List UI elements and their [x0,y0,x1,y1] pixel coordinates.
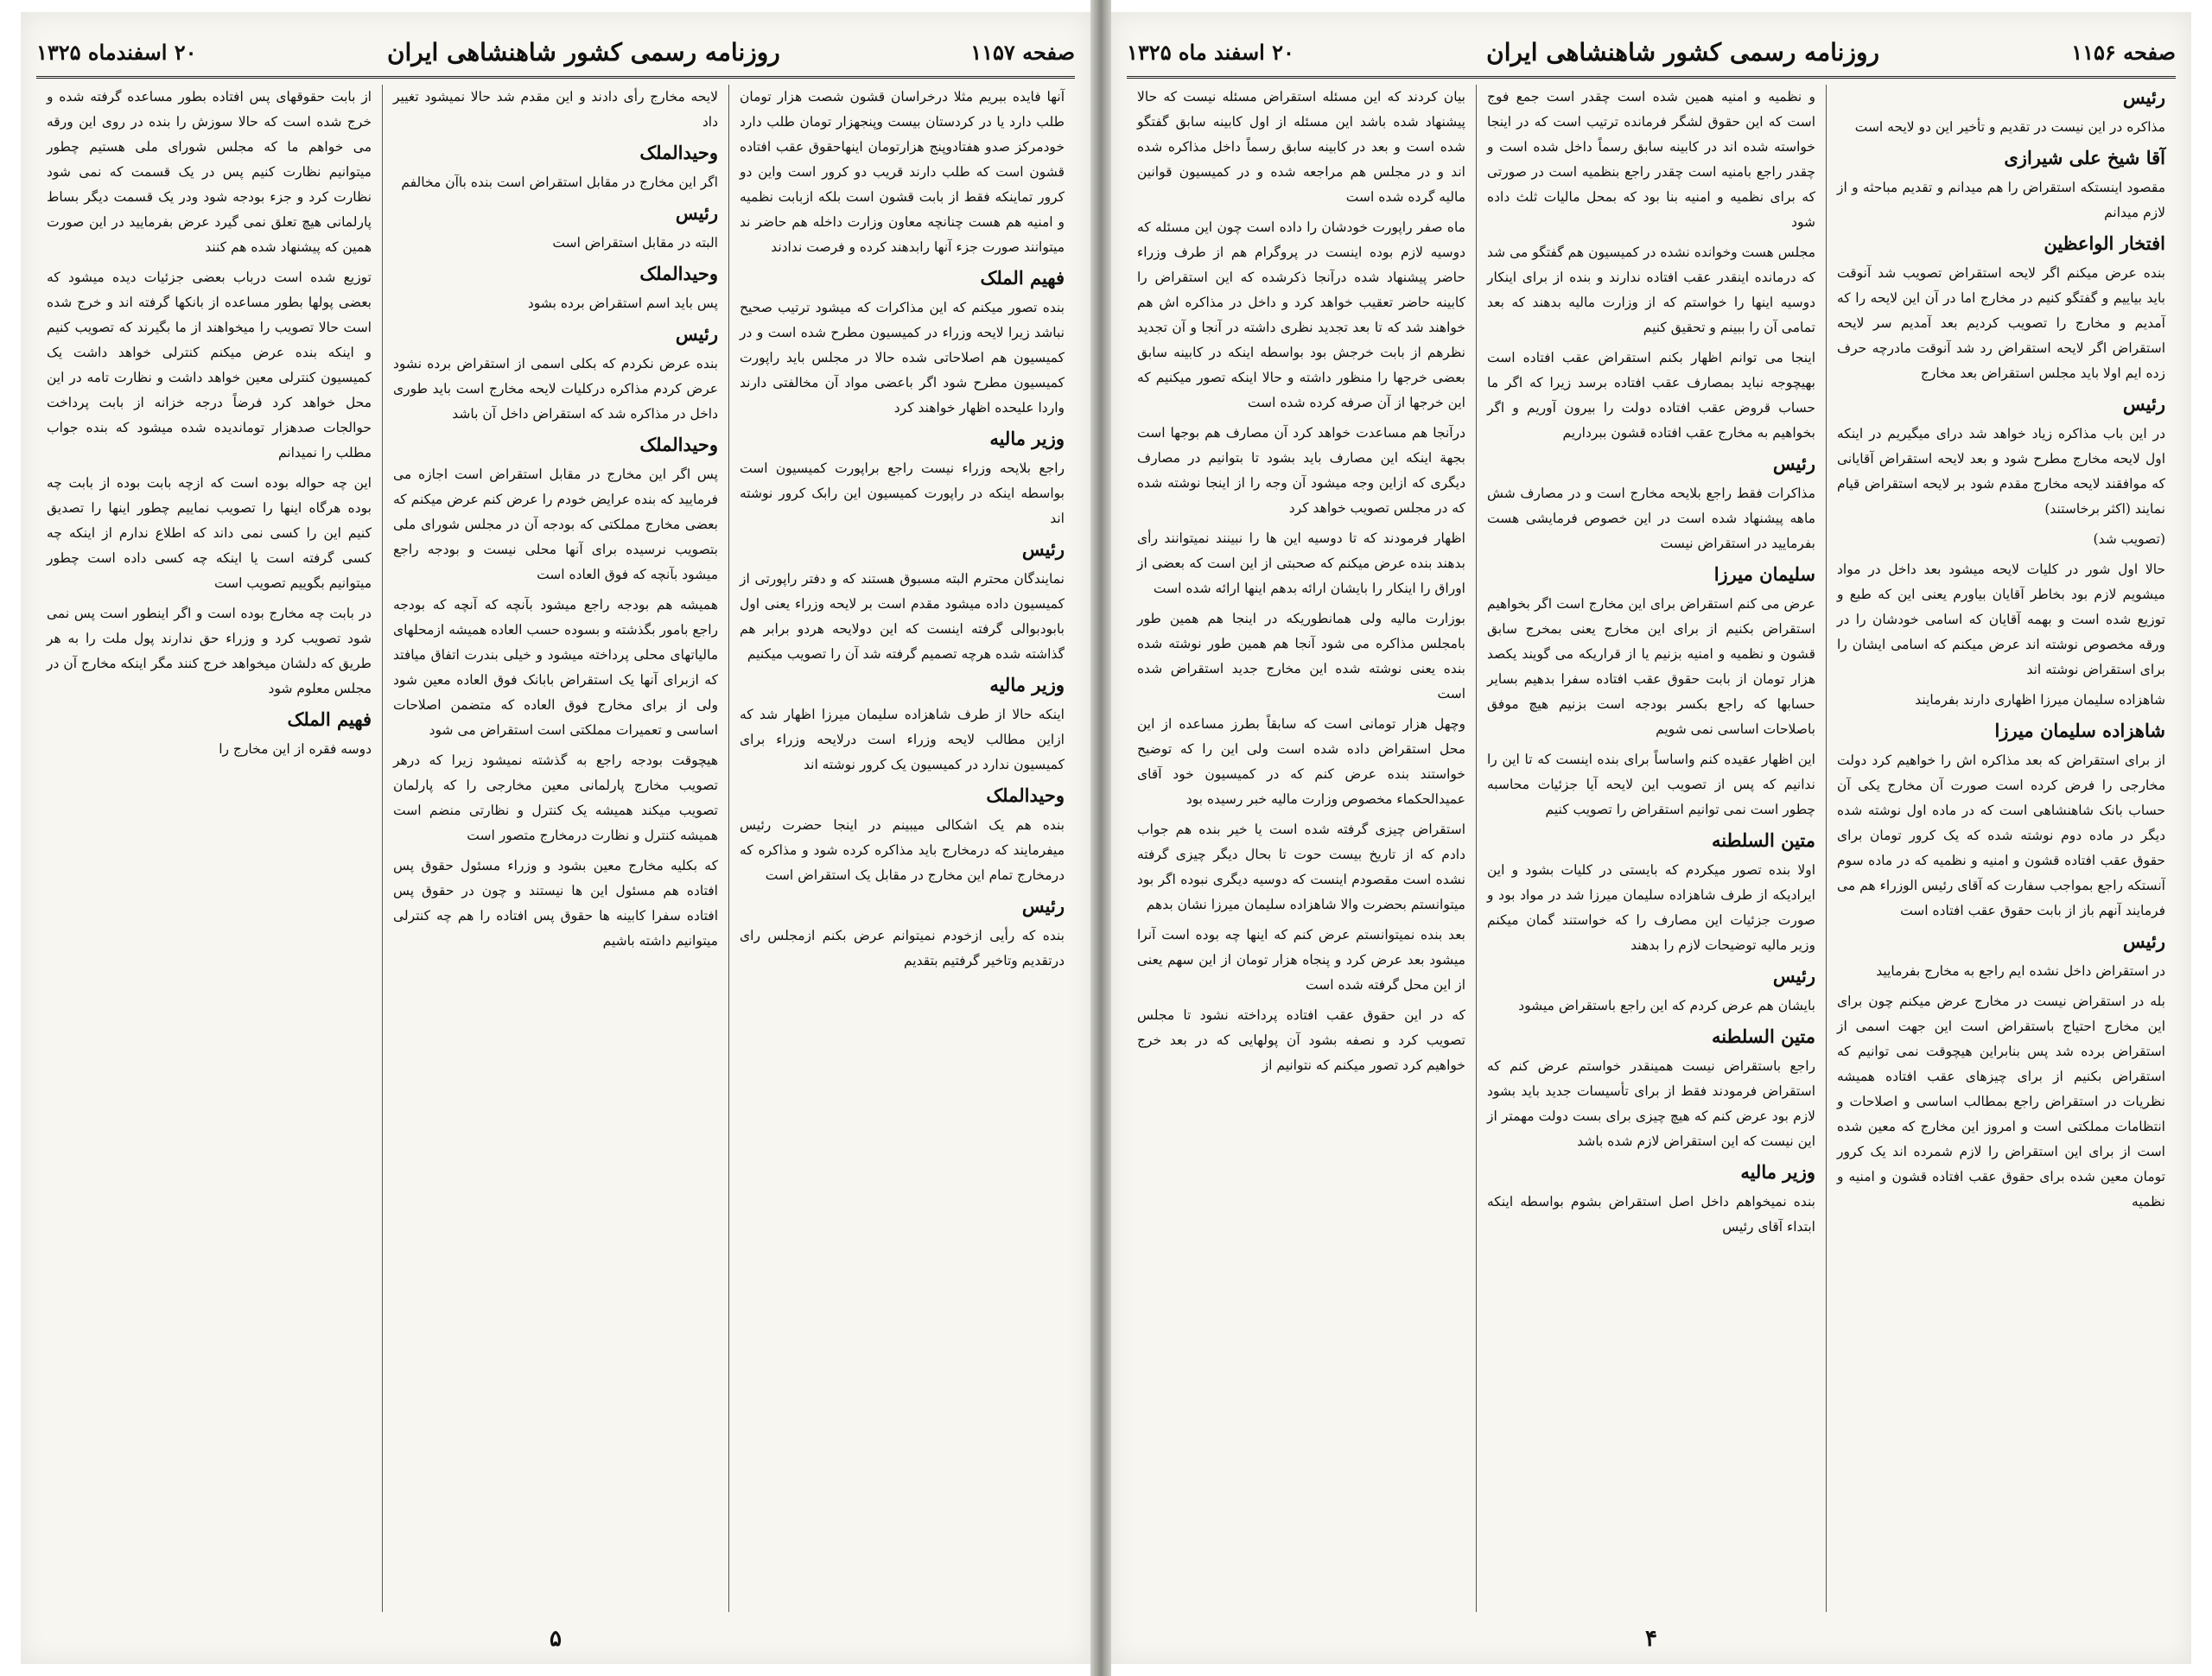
text-column [36,85,382,1612]
paragraph: آنها فایده ببریم مثلا درخراسان قشون شصت هزار تومان طلب دارد یا در کردستان بیست وپنجهزار تومان طلب دارد خودمرکز صدو هفتادوپنج هزارتومان اینهاحقوق عقب افتاده قشون است که طلب دارند قریب دو کرور است واین دو کرور تماینکه فقط از بابت قشون است بلکه ازبابت نظمیه و امنیه هم هست چنانچه معاون وزارت داخله هم حاضر ند میتوانند صورت جزء آنها رابدهند کرده و فرصت ندادند [740,89,1065,255]
right-page-date: ۲۰ اسفند ماه ۱۳۲۵ [1127,39,1294,65]
right-page-footer: ۴ [1645,1626,1657,1652]
paragraph: حالا اول شور در کلیات لایحه میشود بعد داخل در مواد میشویم لازم بود بخاطر آقایان بیاورم یعنی این که طبع و توزیع شده است و بهمه آقایان که اسامی خودشان را در ورقه مخصوص نوشته اند عرض میکنم که اسامی ایشان را برای استقراض نوشته اند [1837,562,2165,677]
paragraph: شاهزاده سلیمان میرزا اظهاری دارند بفرمایند [1915,692,2165,708]
paragraph: بنده نمیخواهم داخل اصل استقراض بشوم بواسطه اینکه ابتداء آقای رئیس [1487,1194,1815,1235]
paragraph: در بابت چه مخارج بوده است و اگر اینطور است پس نمی شود تصویب کرد و وزراء حق ندارند پول ملت را به هر طریق که دلشان میخواهد خرج کنند مگر اینکه مخارج آن در مجلس معلوم شود [47,606,372,696]
left-page [21,12,1090,1664]
paragraph: اینکه حالا از طرف شاهزاده سلیمان میرزا اظهار شد که ازاین مطالب لایحه وزراء است درلایحه وزراء برای کمیسیون ندارد در کمیسیون یک کرور نوشته اند [740,707,1065,772]
speaker-name: متین السلطنه [1712,829,1815,851]
paragraph: عرض می کنم استقراض برای این مخارج است اگر بخواهیم استقراض بکنیم از برای این مخارج یعنی بمخرج سابق قشون و نظمیه و امنیه بزنیم یا از قراریکه می گویند یکصد هزار تومان از بابت حقوق عقب افتاده سفرا بدهیم بسایر حسابها که راجع بکسر بودجه است بزنیم هیچ موفق باصلاحات اساسی نمی شویم [1487,596,1815,737]
paragraph: لایحه مخارج رأی دادند و این مقدم شد حالا نمیشود تغییر داد [393,89,718,130]
left-page-columns [36,85,1075,1612]
paragraph: اظهار فرمودند که تا دوسیه این ها را نبینند نمیتوانند رأی بدهند بنده عرض میکنم که صحبتی از این است که بعضی از اوراق را اینکار را بایشان ارائه بدهم اینها ارائه شده است [1137,530,1465,596]
text-column [728,85,1075,1612]
speaker-name: رئیس [1772,965,1815,987]
paragraph: پس اگر این مخارج در مقابل استقراض است اجازه می فرمایید که بنده عرایض خودم را عرض کنم عرض میکنم که بعضی مخارج مملکتی که بودجه آن در مجلس شورای ملی بتصویب نرسیده برای آنها محلی نیست و بودجه راجع میشود بآنچه که فوق العاده است [393,467,718,582]
text-column [1127,85,1476,1612]
speaker-name: افتخار الواعظین [2044,232,2165,254]
paragraph: بیان کردند که این مسئله استقراض مسئله نیست که حالا پیشنهاد شده باشد این مسئله از اول کابینه سابق گفتگو شده است و بعد در کابینه سابق رسماً داخل مذاکره شده اند و در مجلس هم مراجعه شده و در کمیسیون قوانین مالیه گرده شده است [1137,89,1465,205]
speaker-name: فهیم الملک [980,267,1065,289]
speaker-name: متین السلطنه [1712,1025,1815,1047]
paragraph: مقصود اینستکه استقراض را هم میدانم و تقدیم مباحثه و از لازم میدانم [1837,180,2165,220]
paragraph: (تصویب شد) [2093,531,2165,547]
paragraph: دوسه فقره از این مخارج را [219,741,372,757]
paragraph: این چه حواله بوده است که ازچه بابت بوده از بابت چه بوده هرگاه اینها را تصویب نماییم چطور اینها را تصدیق کنیم این را کسی نمی داند که اطلاع ندارم از اینکه چه کسی گرفته است یا اینکه چه کسی داده است چطور میتوانیم بگوییم تصویب است [47,475,372,591]
paragraph: که در این حقوق عقب افتاده پرداخته نشود تا مجلس تصویب کرد و نصفه بشود آن پولهایی که در بعد خرج خواهیم کرد تصور میکنم که نتوانیم از [1137,1007,1465,1073]
paragraph: مجلس هست وخوانده نشده در کمیسیون هم گفتگو می شد که درمانده اینقدر عقب افتاده ندارند و بنده از برای اینکار دوسیه اینها را خواستم که از وزارت مالیه بدهند که بعد تمامی آن را ببینم و تحقیق کنیم [1487,244,1815,335]
paragraph: و نظمیه و امنیه همین شده است چقدر است جمع فوج است که این حقوق لشگر فرمانده ترتیب است که در اینجا خواسته شده اند در کابینه سابق رسماً داخل شده است و چقدر راجع بامنیه است چقدر راجع بنظمیه است در صورتی که برای نظمیه و امنیه بنا بود که بمحل مالیات ثلث داده شود [1487,89,1815,230]
left-page-date: ۲۰ اسفندماه ۱۳۲۵ [36,39,197,65]
speaker-name: رئیس [675,202,718,224]
right-page-columns [1127,85,2176,1612]
paragraph: ماه صفر راپورت خودشان را داده است چون این مسئله که دوسیه لازم بوده اینست در پروگرام هم از طرف وزراء حاضر پیشنهاد شده درآنجا ذکرشده که این استقراض را کابینه حاضر تعقیب خواهد کرد و داخل در مذاکره اش هم خواهند شد که تا بعد تجدید نظری داشته در آنجا و آن تجدید نظرهم از بابت خرجش بود بواسطه اینکه در کابینه سابق بعضی خرجها را منظور داشته و حالا اینکه تصور میکنیم که این خرجها از آن صرفه کرده شده است [1137,219,1465,410]
speaker-name: رئیس [1772,453,1815,474]
paragraph: که بکلیه مخارج معین بشود و وزراء مسئول حقوق پس افتاده هم مسئول این ها نیستند و چون در حقوق پس افتاده سفرا کابینه ها حقوق پس افتاده را هم چه کنترلی میتوانیم داشته باشیم [393,858,718,949]
right-page-number: صفحه ۱۱۵۶ [2071,39,2176,65]
paragraph: راجع باستقراض نیست همینقدر خواستم عرض کنم که استقراض فرمودند فقط از برای تأسیسات جدید باید بشود لازم بود عرض کنم که هیچ چیزی برای بست دولت مهمتر از این نیست که این استقراض لازم شده باشد [1487,1058,1815,1149]
right-page [1111,12,2191,1664]
paragraph: اولا بنده تصور میکردم که بایستی در کلیات بشود و این ایرادیکه از طرف شاهزاده سلیمان میرزا شد در مواد بود و صورت جزئیات این مصارف را که خواستند گمان میکنم وزیر مالیه توضیحات لازم را بدهند [1487,862,1815,953]
paragraph: در استقراض داخل نشده ایم راجع به مخارج بفرمایید [1876,963,2165,979]
paragraph: پس باید اسم استقراض برده بشود [527,295,718,311]
paragraph: بعد بنده نمیتوانستم عرض کنم که اینها چه بوده است آنرا میشود بعد عرض کرد و پنجاه هزار تومان از این سهم یعنی از این محل گرفته شده است [1137,927,1465,993]
paragraph: بنده هم یک اشکالی میبینم در اینجا حضرت رئیس میفرمایند که درمخارج باید مذاکره کرده شود و مذاکره که درمخارج تمام این مخارج در مقابل یک استقراض است [740,817,1065,883]
speaker-name: وزیر مالیه [989,674,1065,695]
paragraph: بنده عرض میکنم اگر لایحه استقراض تصویب شد آنوقت باید بیاییم و گفتگو کنیم در مخارج اما در آن این لایحه را که آمدیم و مخارج را تصویب کردیم بعد آمدیم سر لایحه استقراض اگر لایحه استقراض رد شد آنوقت مادرچه حرف زده ایم اولا باید مجلس استقراض بعد مخارج [1837,265,2165,381]
speaker-name: شاهزاده سلیمان میرزا [1994,720,2165,741]
speaker-name: رئیس [2122,393,2165,415]
book-gutter [1090,0,1111,1676]
speaker-name: رئیس [1021,895,1065,917]
speaker-name: وحیدالملک [986,784,1065,806]
paragraph: وچهل هزار تومانی است که سابقاً بطرز مساعده از این محل استقراض داده شده است ولی این را که توضیح خواستند بنده عرض کنم که در کمیسیون خود آقای عمیدالحکماء مخصوص وزارت مالیه خبر رسیده بود [1137,716,1465,807]
paragraph: راجع بلایحه وزراء نیست راجع براپورت کمیسیون است بواسطه اینکه در راپورت کمیسیون این رابک کرور نوشته اند [740,460,1065,526]
speaker-name: فهیم الملک [287,708,372,730]
speaker-name: وحیدالملک [639,263,718,284]
left-page-header [36,28,1075,79]
text-column [1826,85,2176,1612]
speaker-name: وزیر مالیه [989,428,1065,449]
speaker-name: وحیدالملک [639,142,718,163]
paragraph: بله در استقراض نیست در مخارج عرض میکنم چون برای این مخارج احتیاج باستقراض است این جهت اسمی از استقراض برده شد پس بنابراین هیچوقت نمی توانیم که استقراض بکنیم از برای چیزهای عقب افتاده همیشه نظریات در استقراض راجع بمطالب اساسی و اصلاحات و انتظامات مملکتی است و امروز این مخارج که معین شده است از برای این استقراض را لازم شمرده اند یک کرور تومان معین شده برای حقوق عقب افتاده قشون و امنیه و نظمیه [1837,994,2165,1209]
left-page-number: صفحه ۱۱۵۷ [970,39,1075,65]
paragraph: همیشه هم بودجه راجع میشود بآنچه که آنچه که بودجه راجع بامور بگذشته و بسوده حسب العاده همیشه ازمحلهای مالیاتهای محلی پرداخته میشود و خیلی بندرت اتفاق میافتد که ازبرای آنها یک استقراض بابانک فوق العاده معین شود ولی از برای مخارج فوق العاده که متضمن اصلاحات اساسی و تعمیرات مملکتی است استقراض می شود [393,597,718,738]
paragraph: اگر این مخارج در مقابل استقراض است بنده باآن مخالفم [401,175,718,190]
left-page-title: روزنامه رسمی کشور شاهنشاهی ایران [386,37,780,67]
right-page-header [1127,28,2176,79]
right-page-title: روزنامه رسمی کشور شاهنشاهی ایران [1486,37,1880,67]
paragraph: هیچوقت بودجه راجع به گذشته نمیشود زیرا که درهر تصویب مخارج پارلمانی معین مخارجی را که پارلمان تصویب میکند همیشه یک کنترل و نظارتی منضم است همیشه کنترل و نظارت درمخارج متصور است [393,752,718,843]
paragraph: توزیع شده است درباب بعضی جزئیات دیده میشود که بعضی پولها بطور مساعده از بانکها گرفته اند و خرج شده است حالا تصویب را میخواهند از ما بگیرند که تصویب کنیم و اینکه بنده عرض میکنم کنترلی خواهد داشت یک کمیسیون کنترلی معین خواهد داشت و نظارت تامه در این محل خواهد کرد فرضاً درجه خزانه از بابت پرداخت حوالجات صدهزار توماندیده شده میشود که بنده جواب مطلب را نمیدانم [47,270,372,460]
speaker-name: رئیس [2122,930,2165,952]
paragraph: بوزارت مالیه ولی همانطوریکه در اینجا هم همین طور بامجلس مذاکره می شود آنجا هم همین طور نوشته شده بنده یعنی نوشته شده این مخارج جدید استقراض شده است [1137,611,1465,702]
paragraph: درآنجا هم مساعدت خواهد کرد آن مصارف هم بوجها است بجهة اینکه این مصارف باید بشود تا بتوانیم در مصارف دیگری که ازاین وجه میشود آن وجه را از اینجا نوشته شده که در مجلس تصویب خواهد کرد [1137,425,1465,516]
speaker-name: رئیس [2122,86,2165,108]
paragraph: بایشان هم عرض کردم که این راجع باستقراض میشود [1518,998,1815,1013]
paragraph: بنده عرض نکردم که بکلی اسمی از استقراض برده نشود عرض کردم مذاکره درکلیات لایحه مخارج است باید طوری داخل در مذاکره شد که استقراض داخل آن باشد [393,356,718,422]
paragraph: نمایندگان محترم البته مسبوق هستند که و دفتر راپورتی از کمیسیون داده میشود مقدم است بر لایحه وزراء یعنی اول بابودبوالی گرفته اینست که این دولایحه هردو برابر هم گذاشته شده هرچه تصمیم گرفته شد آن را تصویب میکنیم [740,571,1065,662]
speaker-name: رئیس [675,323,718,345]
speaker-name: وزیر مالیه [1740,1161,1815,1183]
paragraph: مذاکرات فقط راجع بلایحه مخارج است و در مصارف شش ماهه پیشنهاد شده است در این خصوص فرمایشی هست بفرمایید در استقراض نیست [1487,486,1815,551]
paragraph: از بابت حقوقهای پس افتاده بطور مساعده گرفته شده و خرج شده است که حالا سوزش را بنده در روی این ورقه می خواهم ما که مجلس شورای ملی هستیم چطور میتوانیم نظارت کنیم پس در یک قسمت که نمی شود نظارت کرد و جزء بودجه شود ودر یک قسمت دیگر بساط پارلمانی هیچ تعلق نمی گیرد عرض بفرمایید در این صورت همین که پیشنهاد شده هم کنند [47,89,372,255]
paragraph: مذاکره در این نیست در تقدیم و تأخیر این دو لایحه است [1854,119,2165,135]
paragraph: استقراض چیزی گرفته شده است یا خیر بنده هم جواب دادم که از تاریخ بیست حوت تا بحال دیگر چیزی گرفته نشده است مقصودم اینست که دوسیه دیگری نبوده اگر بود میتوانستم بحضرت والا شاهزاده سلیمان میرزا نشان بدهم [1137,822,1465,912]
paragraph: بنده تصور میکنم که این مذاکرات که میشود ترتیب صحیح نباشد زیرا لایحه وزراء در کمیسیون مطرح شده است و در کمیسیون هم اصلاحاتی شده حالا در مجلس باید راپورت کمیسیون مطرح شود اگر باعضی مواد آن مخالفتی دارند واردا علیحده اظهار خواهند کرد [740,300,1065,416]
paragraph: البته در مقابل استقراض است [552,235,718,251]
paragraph: بنده که رأیی ازخودم نمیتوانم عرض بکنم ازمجلس رای درتقدیم وتاخیر گرفتیم بتقدیم [740,928,1065,968]
left-page-footer: ۵ [550,1626,562,1652]
speaker-name: رئیس [1021,538,1065,560]
paragraph: در این باب مذاکره زیاد خواهد شد درای میگیریم در اینکه اول لایحه مخارج مطرح شود و بعد لایحه استقراض آقایانی که موافقند لایحه مخارج مقدم شود بر لایحه استقراض قیام نمایند (اکثر برخاستند) [1837,426,2165,517]
text-column [382,85,728,1612]
speaker-name: وحیدالملک [639,434,718,455]
speaker-name: آقا شیخ علی شیرازی [2004,147,2165,168]
paragraph: این اظهار عقیده کنم واساساً برای بنده اینست که تا این را ندانیم که پس از تصویب این لایحه آیا جزئیات محاسبه چطور است نمی توانیم استقراض را تصویب کنیم [1487,752,1815,817]
paragraph: اینجا می توانم اظهار بکنم استقراض عقب افتاده است بهیچوجه نباید بمصارف عقب افتاده برسد زیرا که اگر ما حساب قروض عقب افتاده دولت را بیرون آوریم و اگر بخواهیم به مخارج عقب افتاده قشون ببرداریم [1487,350,1815,441]
text-column [1476,85,1826,1612]
paragraph: از برای استقراض که بعد مذاکره اش را خواهیم کرد دولت مخارجی را فرض کرده است صورت آن مخارج یکی آن حساب بانک شاهنشاهی است که در ماده اول نوشته شده دیگر در ماده دوم نوشته شده که یک کرور تومان برای حقوق عقب افتاده قشون و امنیه و نظمیه که در ماده سوم آنستکه راجع بمواجب سفارت که آقای رئیس الوزراء هم می فرمایند آنهم باز از بابت حقوق عقب افتاده است [1837,752,2165,918]
speaker-name: سلیمان میرزا [1713,563,1815,585]
